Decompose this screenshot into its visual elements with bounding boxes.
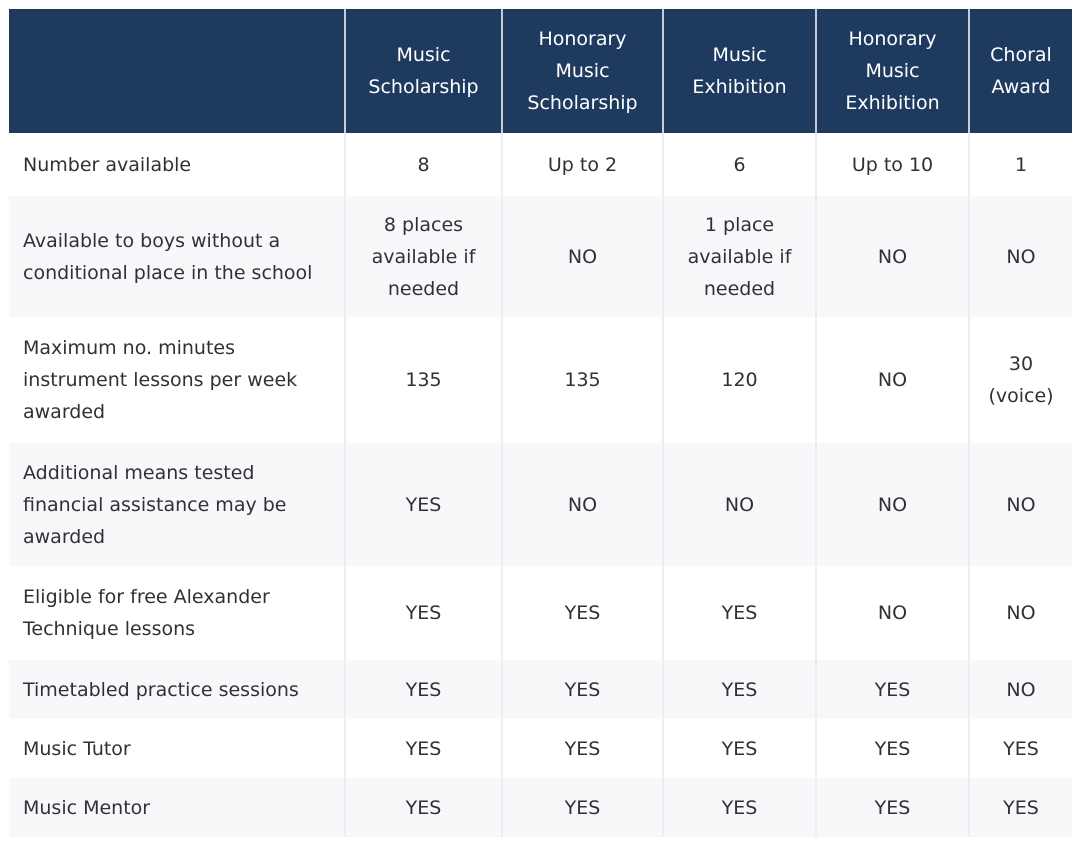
table-cell: YES: [345, 443, 502, 566]
table-cell: Up to 10: [816, 133, 969, 196]
table-cell: NO: [663, 443, 816, 566]
table-cell: NO: [502, 443, 663, 566]
table-cell: NO: [816, 196, 969, 317]
row-label: Timetabled practice sessions: [9, 660, 345, 719]
table-row: [9, 133, 1072, 196]
header-music-exhibition: Music Exhibition: [663, 9, 816, 133]
table-row: [9, 317, 1072, 443]
table-cell: YES: [663, 566, 816, 660]
table-cell: YES: [663, 778, 816, 837]
table-cell: NO: [816, 443, 969, 566]
row-label: Maximum no. minutes instrument lessons per week awarded: [9, 317, 345, 443]
table-cell: 120: [663, 317, 816, 443]
row-label: Number available: [9, 133, 345, 196]
header-honorary-music-exhibition: Honorary Music Exhibition: [816, 9, 969, 133]
table-cell: NO: [969, 660, 1072, 719]
table-cell: NO: [502, 196, 663, 317]
table-cell: YES: [969, 778, 1072, 837]
table-row: [9, 778, 1072, 837]
table-row: [9, 719, 1072, 778]
table-cell: 8: [345, 133, 502, 196]
music-awards-comparison-table: [9, 9, 1072, 837]
table-cell: 1: [969, 133, 1072, 196]
table-cell: YES: [816, 719, 969, 778]
table-cell: YES: [502, 778, 663, 837]
header-choral-award: Choral Award: [969, 9, 1072, 133]
table-row: [9, 443, 1072, 566]
table-cell: YES: [345, 719, 502, 778]
table-cell: YES: [502, 660, 663, 719]
table-cell: YES: [345, 566, 502, 660]
row-label: Available to boys without a conditional place in the school: [9, 196, 345, 317]
table-cell: 135: [502, 317, 663, 443]
table-cell: YES: [816, 778, 969, 837]
table-cell: NO: [969, 566, 1072, 660]
row-label: Music Mentor: [9, 778, 345, 837]
table-cell: 8 places available if needed: [345, 196, 502, 317]
table-cell: NO: [969, 443, 1072, 566]
comparison-table-container: [9, 9, 1072, 837]
table-cell: YES: [969, 719, 1072, 778]
table-cell: NO: [816, 566, 969, 660]
table-cell: YES: [502, 719, 663, 778]
table-row: [9, 660, 1072, 719]
row-label: Music Tutor: [9, 719, 345, 778]
table-cell: YES: [345, 660, 502, 719]
table-cell: YES: [663, 719, 816, 778]
table-row: [9, 196, 1072, 317]
table-cell: 135: [345, 317, 502, 443]
table-cell: YES: [663, 660, 816, 719]
table-cell: YES: [345, 778, 502, 837]
table-cell: YES: [816, 660, 969, 719]
table-row: [9, 566, 1072, 660]
row-label: Additional means tested financial assistance may be awarded: [9, 443, 345, 566]
header-honorary-music-scholarship: Honorary Music Scholarship: [502, 9, 663, 133]
table-header: [9, 9, 1072, 133]
table-cell: NO: [969, 196, 1072, 317]
table-cell: YES: [502, 566, 663, 660]
table-body: [9, 133, 1072, 837]
header-music-scholarship: Music Scholarship: [345, 9, 502, 133]
row-label: Eligible for free Alexander Technique lessons: [9, 566, 345, 660]
table-cell: Up to 2: [502, 133, 663, 196]
table-cell: NO: [816, 317, 969, 443]
header-row: [9, 9, 1072, 133]
table-cell: 6: [663, 133, 816, 196]
table-cell: 30 (voice): [969, 317, 1072, 443]
table-cell: 1 place available if needed: [663, 196, 816, 317]
header-corner-cell: [9, 9, 345, 133]
